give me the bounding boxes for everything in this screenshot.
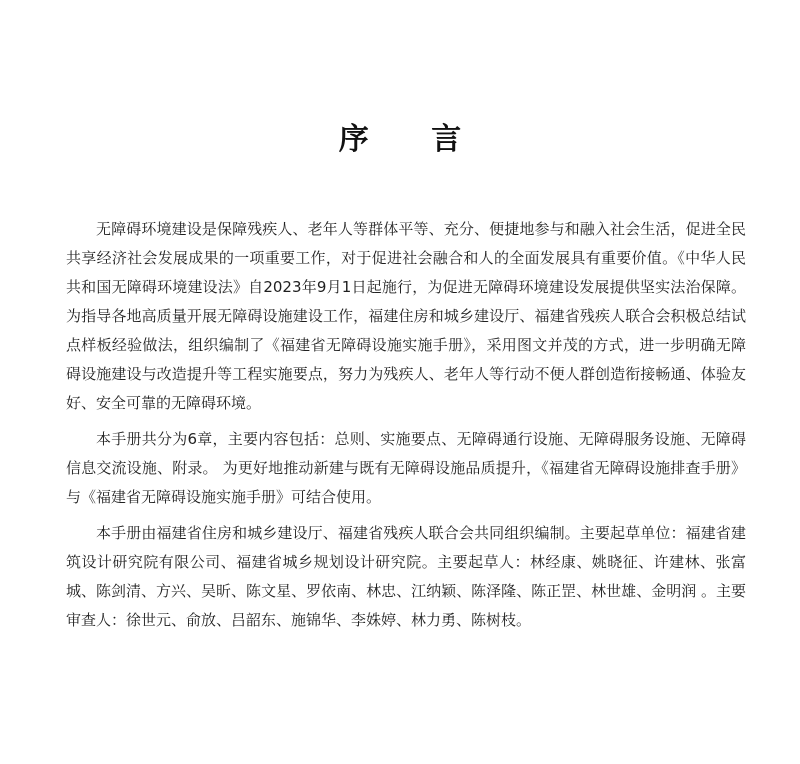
page-title: 序 言 bbox=[338, 122, 488, 157]
preface-body bbox=[66, 215, 746, 642]
paragraph-1: 无障碍环境建设是保障残疾人、老年人等群体平等、充分、便捷地参与和融入社会生活，促进全民共享经济社会发展成果的一项重要工作，对于促进社会融合和人的全面发展具有重要价值。《中华人民共和国无障碍环境建设法》自2023年9月1日起施行，为促进无障碍环境建设发展提供坚实法治保障。为指导各地高质量开展无障碍设施建设工作，福建住房和城乡建设厅、福建省残疾人联合会积极总结试点样板经验做法，组织编制了《福建省无障碍设施实施手册》，采用图文并茂的方式，进一步明确无障碍设施建设与改造提升等工程实施要点，努力为残疾人、老年人等行动不便人群创造衔接畅通、体验友好、安全可靠的无障碍环境。 bbox=[66, 220, 746, 412]
paragraph-2: 本手册共分为6章，主要内容包括：总则、实施要点、无障碍通行设施、无障碍服务设施、无障碍信息交流设施、附录。 为更好地推动新建与既有无障碍设施品质提升，《福建省无障碍设施排查手册》与《福建省无障碍设施实施手册》可结合使用。 bbox=[66, 430, 746, 506]
paragraph-3: 本手册由福建省住房和城乡建设厅、福建省残疾人联合会共同组织编制。主要起草单位：福建省建筑设计研究院有限公司、福建省城乡规划设计研究院。主要起草人：林经康、姚晓征、许建林、张富城、陈剑清、方兴、吴昕、陈文星、罗依南、林忠、江纳颖、陈泽隆、陈正罡、林世雄、金明润 。主要审查人：徐世元、俞放、吕韶东、施锦华、李姝婷、林力勇、陈树枝。 bbox=[66, 524, 746, 629]
